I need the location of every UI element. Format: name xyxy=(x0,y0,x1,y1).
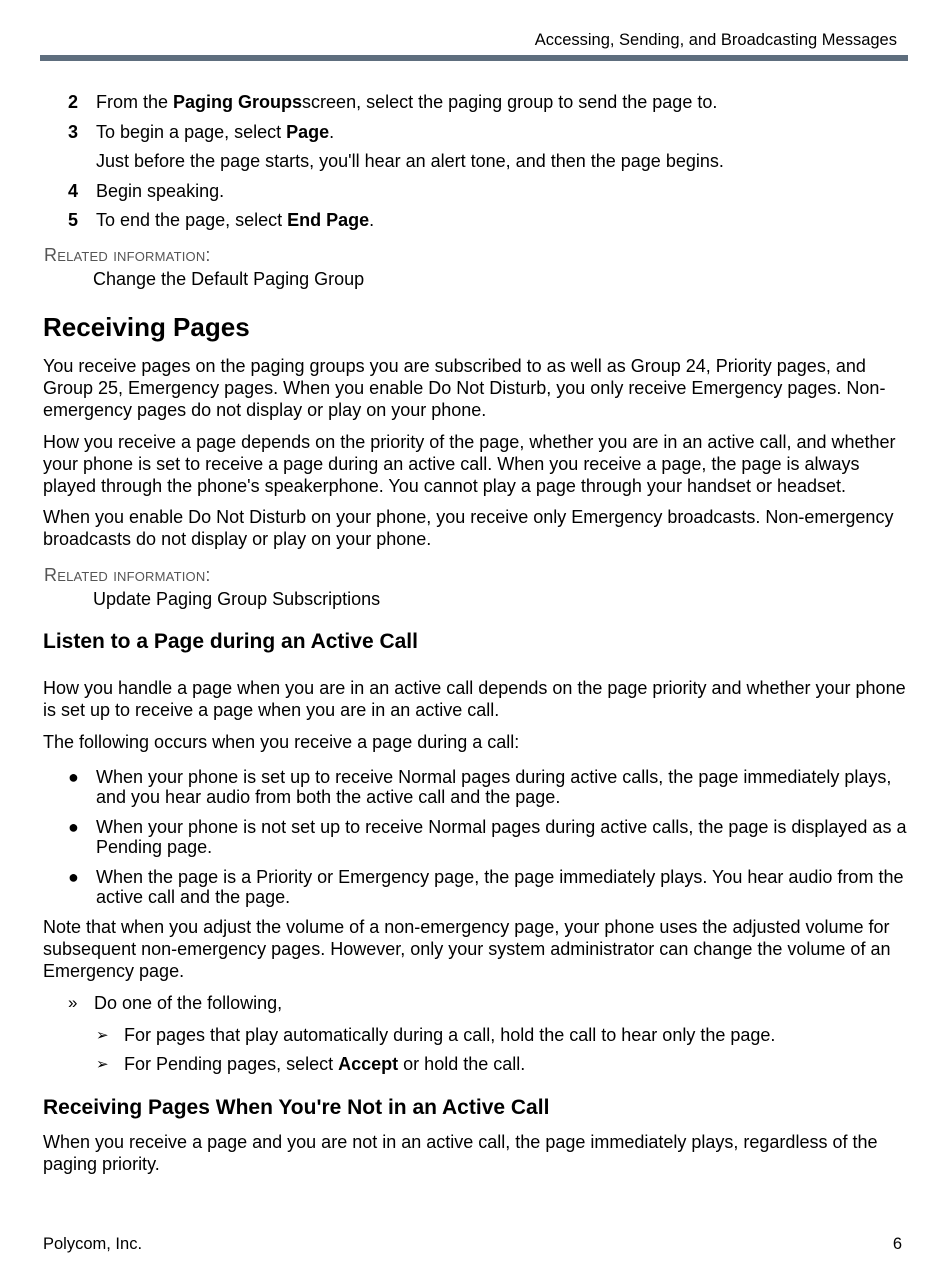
paragraph: How you handle a page when you are in an active call depends on the page priority and whether your phone is set up to receive a page when you are in an active call. xyxy=(43,678,906,720)
paragraph: When you receive a page and you are not in an active call, the page immediately plays, regardless of the paging priority. xyxy=(43,1132,878,1174)
list-item-text: When your phone is set up to receive Normal pages during active calls, the page immediately plays, and you hear audio from both the active call and the page. xyxy=(96,767,892,807)
ui-term: Page xyxy=(286,122,330,142)
related-information-label: Related information: xyxy=(44,245,211,265)
header-rule xyxy=(40,55,908,61)
ui-term: Accept xyxy=(338,1054,399,1074)
action-text: Do one of the following, xyxy=(94,993,283,1013)
double-chevron-icon: » xyxy=(68,993,78,1012)
bullet-icon: ● xyxy=(68,817,79,837)
related-information-label: Related information: xyxy=(44,565,211,585)
step-number: 2 xyxy=(68,92,79,112)
step-3-note: Just before the page starts, you'll hear an alert tone, and then the page begins. xyxy=(96,151,724,171)
bullet-icon: ● xyxy=(68,767,79,787)
step-text: From the xyxy=(96,92,174,112)
list-item-text: When your phone is not set up to receive Normal pages during active calls, the page is displayed as a Pending page. xyxy=(96,817,907,857)
step-text: To end the page, select xyxy=(96,210,288,230)
choice-text: For Pending pages, select xyxy=(124,1054,339,1074)
subsection-heading-not-in-call: Receiving Pages When You're Not in an Active Call xyxy=(43,1096,550,1119)
paragraph: The following occurs when you receive a page during a call: xyxy=(43,732,520,752)
related-link-change-default-paging-group[interactable]: Change the Default Paging Group xyxy=(93,269,365,289)
section-heading-receiving-pages: Receiving Pages xyxy=(43,312,250,342)
step-text: Begin speaking. xyxy=(96,181,225,201)
ui-term: Paging Groups xyxy=(173,92,303,112)
step-text: To begin a page, select xyxy=(96,122,287,142)
ui-term: End Page xyxy=(287,210,370,230)
footer-company: Polycom, Inc. xyxy=(43,1235,143,1253)
arrowhead-icon: ➢ xyxy=(96,1056,109,1073)
choice-text: For pages that play automatically during a call, hold the call to hear only the page. xyxy=(124,1025,776,1045)
subsection-heading-active-call: Listen to a Page during an Active Call xyxy=(43,630,418,653)
paragraph: When you enable Do Not Disturb on your phone, you receive only Emergency broadcasts. Non-emergency broadcasts do not display or play on your phone. xyxy=(43,507,894,549)
running-header xyxy=(40,31,908,50)
paragraph: Note that when you adjust the volume of a non-emergency page, your phone uses the adjusted volume for subsequent non-emergency pages. However, only your system administrator can change the volume of an Emergency page. xyxy=(43,917,891,981)
step-text: . xyxy=(369,210,375,230)
step-text: screen, select the paging group to send the page to. xyxy=(302,92,718,112)
related-link-update-paging-group-subscriptions[interactable]: Update Paging Group Subscriptions xyxy=(93,589,381,609)
paragraph: How you receive a page depends on the priority of the page, whether you are in an active call, and whether your phone is set to receive a page during an active call. When you receive a page, the page is always played through the phone's speakerphone. You cannot play a page through your handset or headset. xyxy=(43,432,896,496)
paragraph: You receive pages on the paging groups you are subscribed to as well as Group 24, Priority pages, and Group 25, Emergency pages. When you enable Do Not Disturb, you only receive Emergency pages. Non-emergency pages do not display or play on your phone. xyxy=(43,356,886,420)
step-number: 4 xyxy=(68,181,79,201)
choice-text: or hold the call. xyxy=(398,1054,526,1074)
list-item-text: When the page is a Priority or Emergency page, the page immediately plays. You hear audio from the active call and the page. xyxy=(96,867,904,907)
step-number: 3 xyxy=(68,122,79,142)
arrowhead-icon: ➢ xyxy=(96,1027,109,1044)
page-number: 6 xyxy=(892,1235,902,1253)
step-number: 5 xyxy=(68,210,79,230)
bullet-icon: ● xyxy=(68,867,79,887)
step-text: . xyxy=(329,122,335,142)
header-title: Accessing, Sending, and Broadcasting Messages xyxy=(534,31,897,49)
